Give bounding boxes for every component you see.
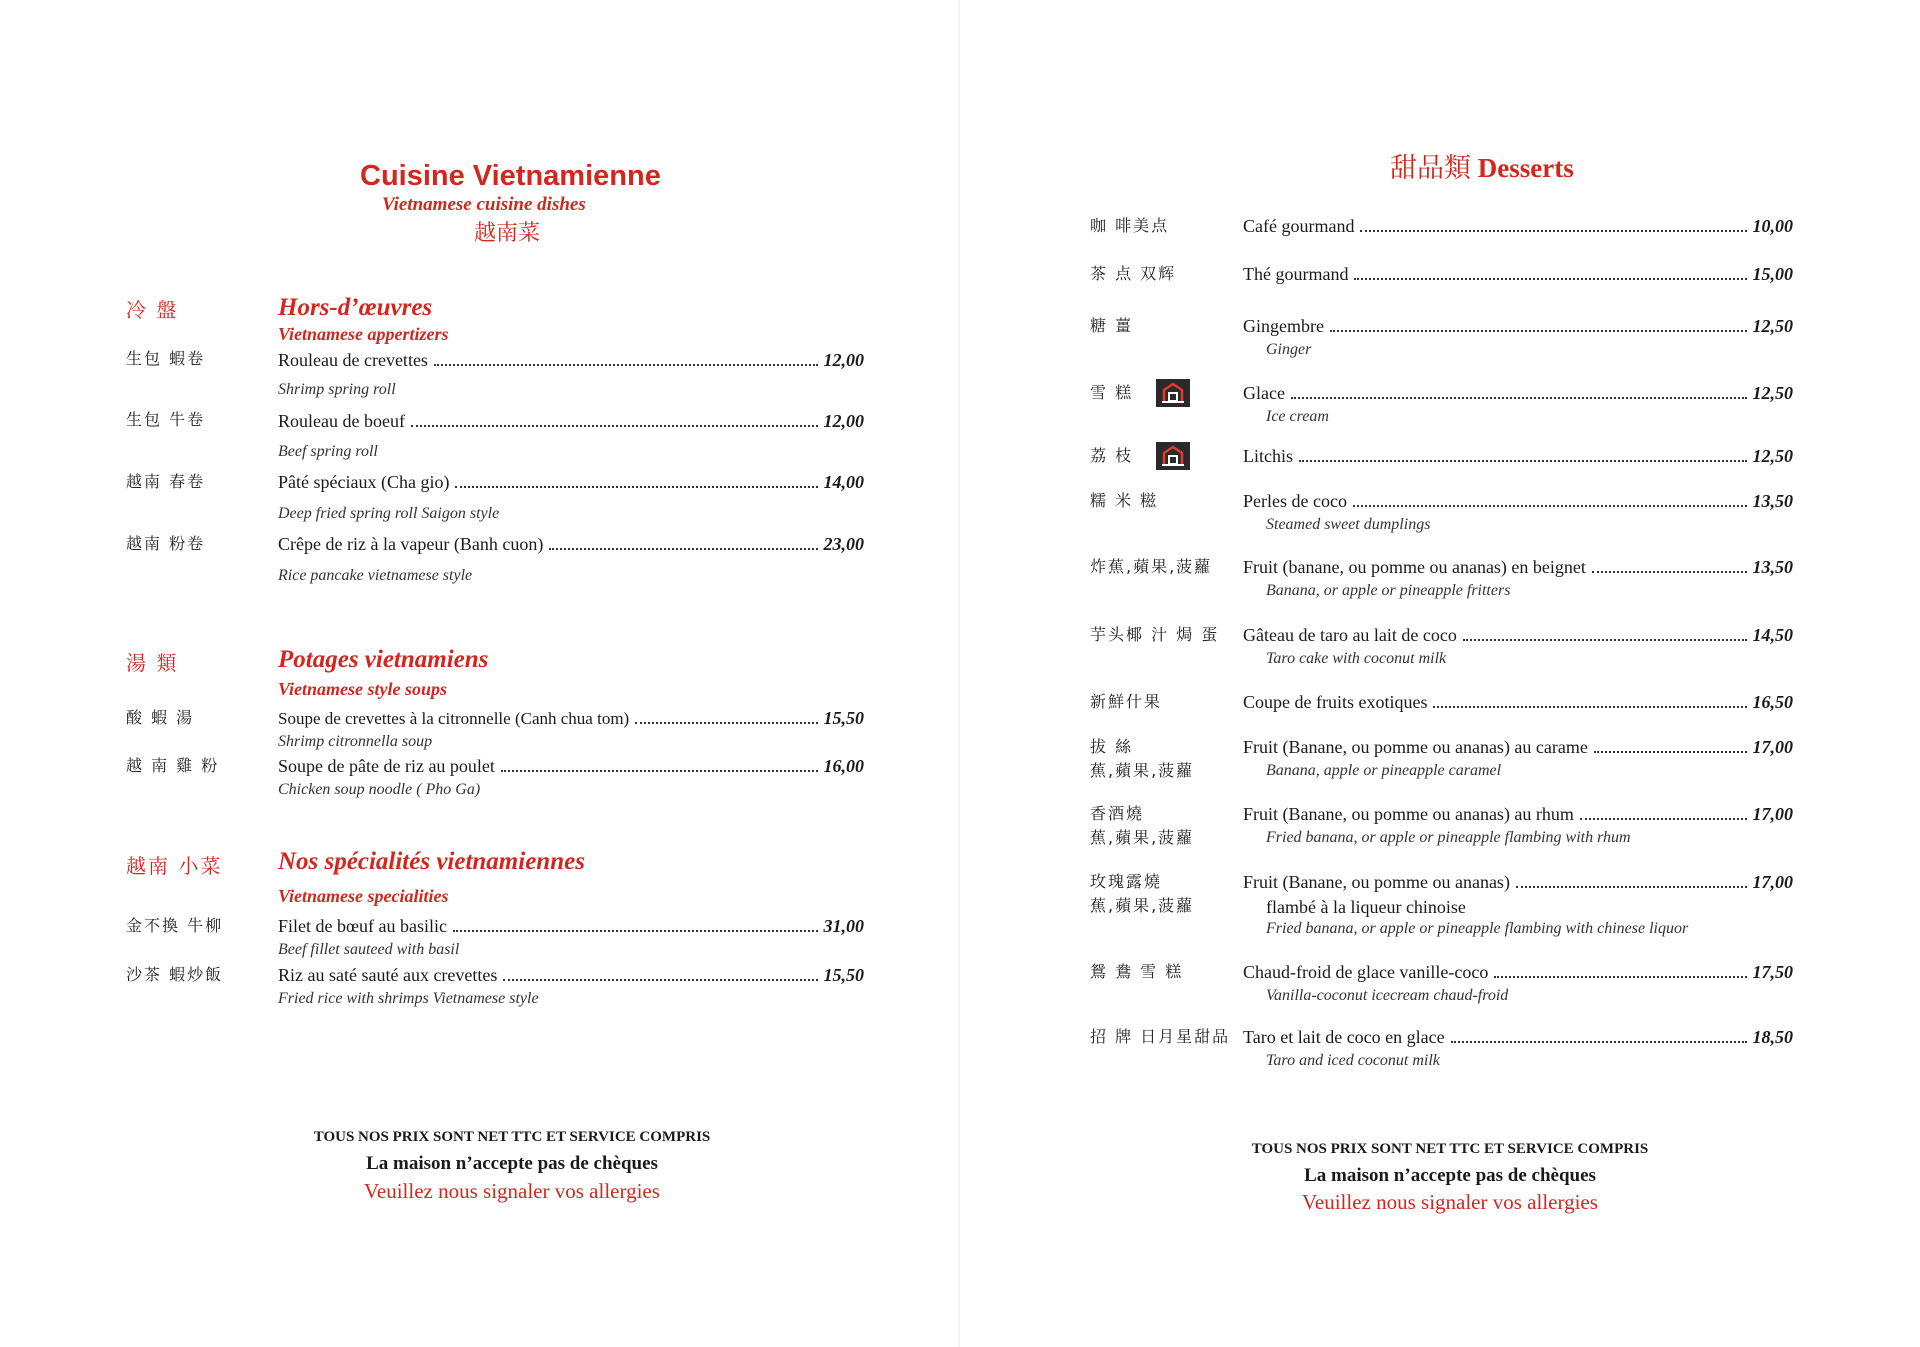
dessert-cn-line: 拔 絲 — [1090, 737, 1134, 756]
dessert-price: 17,50 — [1752, 962, 1793, 982]
price-notice: TOUS NOS PRIX SONT NET TTC ET SERVICE COMPRIS — [1251, 1141, 1649, 1157]
dessert-name: Taro et lait de coco en glace — [1243, 1027, 1445, 1047]
dot-leader — [1353, 505, 1747, 507]
dessert-english: Ginger — [1266, 341, 1312, 358]
dessert-item — [1243, 491, 1793, 512]
dessert-name: Fruit (Banane, ou pomme ou ananas) au carame — [1243, 737, 1588, 757]
dot-leader — [1299, 460, 1747, 462]
dot-leader — [635, 722, 817, 724]
section-subtitle: Vietnamese specialities — [278, 886, 449, 906]
dot-leader — [1463, 639, 1747, 641]
dessert-price: 13,50 — [1752, 491, 1793, 511]
dessert-name: Coupe de fruits exotiques — [1243, 692, 1428, 712]
dessert-cn-line: 香酒燒 — [1090, 804, 1145, 823]
dessert-cn — [1090, 555, 1212, 579]
dessert-price: 12,50 — [1752, 383, 1793, 403]
dessert-cn-line: 糯 米 糍 — [1090, 491, 1159, 510]
dessert-item — [1243, 737, 1793, 758]
dessert-name: Glace — [1243, 383, 1285, 403]
dessert-cn-line: 茶 点 双辉 — [1090, 264, 1177, 283]
dessert-name: Café gourmand — [1243, 216, 1355, 236]
menu-item — [278, 350, 864, 371]
dessert-item — [1243, 383, 1793, 404]
dish-price: 31,00 — [823, 916, 864, 936]
menu-item — [278, 534, 864, 555]
dish-english: Deep fried spring roll Saigon style — [278, 505, 500, 522]
section-subtitle: Vietnamese appertizers — [278, 324, 449, 344]
section-cn: 冷 盤 — [126, 298, 179, 322]
dessert-name: Gingembre — [1243, 316, 1324, 336]
dish-price: 12,00 — [823, 411, 864, 431]
dessert-english: Fried banana, or apple or pineapple flambing with chinese liquor — [1266, 920, 1689, 937]
dessert-name: Gâteau de taro au lait de coco — [1243, 625, 1457, 645]
dessert-item — [1243, 1027, 1793, 1048]
dish-price: 23,00 — [823, 534, 864, 554]
dish-cn: 越 南 雞 粉 — [126, 756, 220, 775]
dish-price: 12,00 — [823, 350, 864, 370]
dessert-cn-line: 荔 枝 — [1090, 446, 1134, 465]
dessert-english: Banana, apple or pineapple caramel — [1266, 762, 1502, 779]
dot-leader — [1360, 230, 1746, 232]
menu-item — [278, 411, 864, 432]
dot-leader — [1594, 751, 1747, 753]
dessert-name: Fruit (Banane, ou pomme ou ananas) — [1243, 872, 1510, 892]
price-notice: TOUS NOS PRIX SONT NET TTC ET SERVICE COMPRIS — [313, 1129, 711, 1145]
dessert-item — [1243, 962, 1793, 983]
dessert-cn — [1090, 623, 1219, 647]
dessert-cn — [1090, 802, 1194, 850]
allergy-notice: Veuillez nous signaler vos allergies — [364, 1179, 660, 1203]
dessert-price: 17,00 — [1752, 804, 1793, 824]
dessert-cn-line: 招 牌 日月星甜品 — [1090, 1027, 1231, 1046]
dish-price: 15,50 — [823, 965, 864, 985]
dish-english: Shrimp citronnella soup — [278, 733, 433, 750]
dessert-item — [1243, 804, 1793, 825]
dessert-cn-line: 玫瑰露燒 — [1090, 872, 1163, 891]
dessert-price: 12,50 — [1752, 316, 1793, 336]
dot-leader — [455, 486, 817, 488]
dish-price: 16,00 — [823, 756, 864, 776]
dish-name: Crêpe de riz à la vapeur (Banh cuon) — [278, 534, 544, 554]
dessert-cn — [1090, 735, 1194, 783]
dessert-english: Vanilla-coconut icecream chaud-froid — [1266, 987, 1509, 1004]
dot-leader — [434, 364, 818, 366]
dessert-cn — [1090, 444, 1133, 468]
dessert-cn-line: 咖 啡美点 — [1090, 216, 1170, 235]
dish-name: Rouleau de crevettes — [278, 350, 428, 370]
dessert-item — [1243, 264, 1793, 285]
dessert-cn-line: 蕉,蘋果,菠蘿 — [1090, 828, 1195, 847]
dessert-english: Ice cream — [1266, 408, 1329, 425]
dish-name: Soupe de pâte de riz au poulet — [278, 756, 495, 776]
section-title: Nos spécialités vietnamiennes — [278, 848, 585, 875]
dessert-name-cont: flambé à la liqueur chinoise — [1266, 897, 1466, 917]
dot-leader — [1330, 330, 1747, 332]
dish-cn: 沙茶 蝦炒飯 — [126, 965, 224, 984]
dessert-item — [1243, 316, 1793, 337]
dessert-english: Banana, or apple or pineapple fritters — [1266, 582, 1511, 599]
dish-cn: 金不換 牛柳 — [126, 916, 224, 935]
section-title: Potages vietnamiens — [278, 646, 489, 673]
dessert-price: 17,00 — [1752, 872, 1793, 892]
dessert-english: Taro and iced coconut milk — [1266, 1052, 1440, 1069]
dessert-item — [1243, 872, 1793, 893]
dessert-cn — [1090, 870, 1194, 918]
dot-leader — [453, 930, 818, 932]
cheque-notice: La maison n’accepte pas de chèques — [1304, 1165, 1596, 1186]
dessert-name: Perles de coco — [1243, 491, 1347, 511]
dot-leader — [1433, 706, 1746, 708]
section-cn: 越南 小菜 — [126, 854, 223, 878]
dessert-cn-line: 糖 薑 — [1090, 316, 1134, 335]
dot-leader — [1354, 278, 1746, 280]
dessert-cn-line: 鴛 鴦 雪 糕 — [1090, 962, 1184, 981]
dish-cn: 生包 蝦卷 — [126, 349, 206, 368]
dot-leader — [1451, 1041, 1747, 1043]
dish-cn: 越南 粉卷 — [126, 534, 206, 553]
dessert-cn — [1090, 960, 1183, 984]
dessert-cn — [1090, 1025, 1230, 1049]
dish-english: Chicken soup noodle ( Pho Ga) — [278, 781, 481, 798]
dish-english: Rice pancake vietnamese style — [278, 567, 473, 584]
dessert-item — [1243, 557, 1793, 578]
menu-subtitle: Vietnamese cuisine dishes — [382, 194, 586, 215]
dish-cn: 越南 春卷 — [126, 472, 206, 491]
dish-name: Rouleau de boeuf — [278, 411, 405, 431]
dish-cn: 生包 牛卷 — [126, 410, 206, 429]
dessert-name: Fruit (Banane, ou pomme ou ananas) au rhum — [1243, 804, 1574, 824]
dish-name: Filet de bœuf au basilic — [278, 916, 447, 936]
dessert-cn — [1090, 314, 1133, 338]
dessert-cn — [1090, 214, 1169, 238]
dish-english: Fried rice with shrimps Vietnamese style — [278, 990, 539, 1007]
dot-leader — [501, 770, 818, 772]
dessert-cn — [1090, 489, 1158, 513]
cheque-notice: La maison n’accepte pas de chèques — [366, 1153, 658, 1174]
dessert-item — [1243, 216, 1793, 237]
dessert-english: Steamed sweet dumplings — [1266, 516, 1431, 533]
menu-item — [278, 472, 864, 493]
dessert-price: 14,50 — [1752, 625, 1793, 645]
dot-leader — [549, 548, 817, 550]
dot-leader — [1580, 818, 1747, 820]
dot-leader — [503, 979, 817, 981]
dot-leader — [411, 425, 818, 427]
dessert-price: 12,50 — [1752, 446, 1793, 466]
dessert-item — [1243, 446, 1793, 467]
desserts-heading — [1390, 146, 1574, 185]
dessert-price: 17,00 — [1752, 737, 1793, 757]
dot-leader — [1516, 886, 1747, 888]
menu-title: Cuisine Vietnamienne — [360, 160, 661, 192]
dessert-price: 15,00 — [1752, 264, 1793, 284]
dessert-name: Fruit (banane, ou pomme ou ananas) en beignet — [1243, 557, 1586, 577]
menu-item — [278, 756, 864, 777]
dessert-cn — [1090, 381, 1133, 405]
dish-name: Soupe de crevettes à la citronnelle (Canh chua tom) — [278, 709, 630, 728]
dessert-cn-line: 新鮮什果 — [1090, 692, 1163, 711]
dessert-name: Chaud-froid de glace vanille-coco — [1243, 962, 1489, 982]
dish-name: Pâté spéciaux (Cha gio) — [278, 472, 450, 492]
dessert-cn — [1090, 262, 1176, 286]
section-cn: 湯 類 — [126, 651, 179, 675]
dessert-name: Litchis — [1243, 446, 1293, 466]
dish-english: Beef spring roll — [278, 443, 378, 460]
right-page — [960, 0, 1920, 1347]
dessert-cn-line: 蕉,蘋果,菠蘿 — [1090, 761, 1195, 780]
menu-item — [278, 965, 864, 986]
dot-leader — [1494, 976, 1746, 978]
dot-leader — [1291, 397, 1747, 399]
dessert-item — [1243, 692, 1793, 713]
menu-item — [278, 708, 864, 729]
dessert-english: Fried banana, or apple or pineapple flambing with rhum — [1266, 829, 1631, 846]
dish-price: 14,00 — [823, 472, 864, 492]
menu-item — [278, 916, 864, 937]
dish-english: Beef fillet sauteed with basil — [278, 941, 460, 958]
dish-name: Riz au saté sauté aux crevettes — [278, 965, 498, 985]
dessert-name: Thé gourmand — [1243, 264, 1349, 284]
dessert-price: 18,50 — [1752, 1027, 1793, 1047]
dessert-item — [1243, 625, 1793, 646]
desserts-title: Desserts — [1477, 153, 1574, 183]
dish-cn: 酸 蝦 湯 — [126, 708, 195, 727]
frozen-product-icon — [1156, 442, 1190, 470]
dessert-cn-line: 炸蕉,蘋果,菠蘿 — [1090, 557, 1213, 576]
dessert-cn-line: 芋头椰 汁 焗 蛋 — [1090, 625, 1220, 644]
section-title: Hors-d’œuvres — [278, 294, 433, 321]
dish-english: Shrimp spring roll — [278, 381, 396, 398]
frozen-product-icon — [1156, 379, 1190, 407]
menu-title-cn: 越南菜 — [474, 221, 541, 246]
dessert-price: 13,50 — [1752, 557, 1793, 577]
dish-price: 15,50 — [823, 708, 864, 728]
dot-leader — [1592, 571, 1747, 573]
dessert-price: 16,50 — [1752, 692, 1793, 712]
dessert-cn — [1090, 690, 1162, 714]
dessert-price: 10,00 — [1752, 216, 1793, 236]
section-subtitle: Vietnamese style soups — [278, 679, 448, 699]
desserts-title-cn: 甜品類 — [1390, 153, 1471, 184]
dessert-cn-line: 蕉,蘋果,菠蘿 — [1090, 896, 1195, 915]
allergy-notice: Veuillez nous signaler vos allergies — [1302, 1190, 1598, 1214]
dessert-cn-line: 雪 糕 — [1090, 383, 1134, 402]
dessert-english: Taro cake with coconut milk — [1266, 650, 1447, 667]
